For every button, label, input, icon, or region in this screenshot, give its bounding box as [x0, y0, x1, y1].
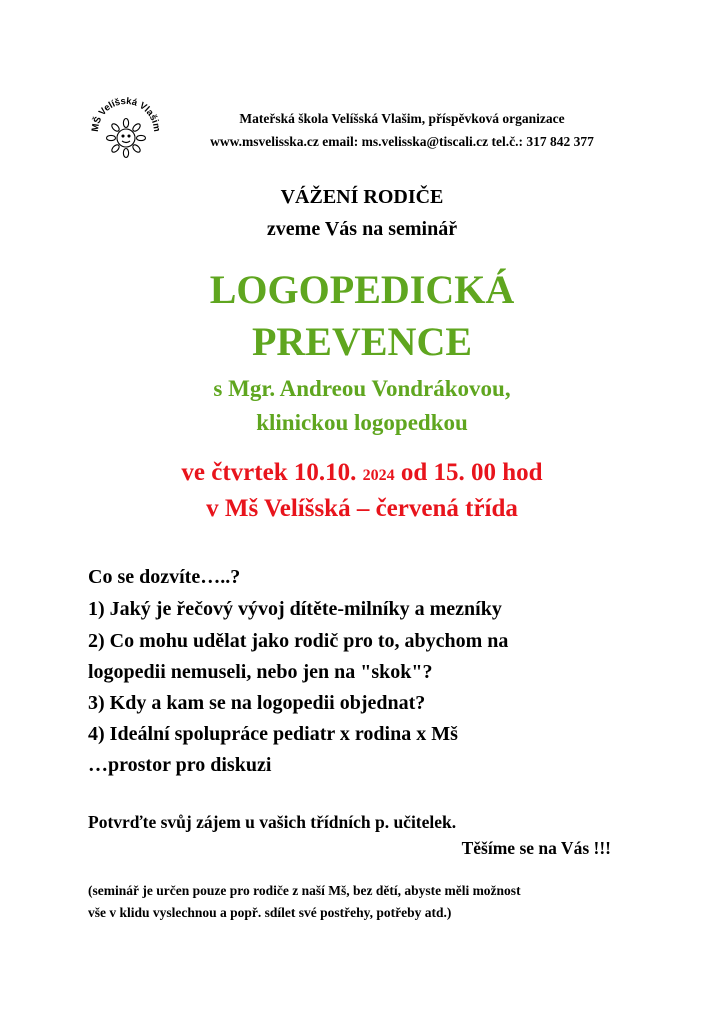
note-line-1: (seminář je určen pouze pro rodiče z naší Mš, bez dětí, abyste měli možnost	[88, 883, 521, 898]
topic-3: 3) Kdy a kam se na logopedii objednat?	[88, 692, 426, 714]
note-line-2: vše v klidu vyslechnou a popř. sdílet své postřehy, potřeby atd.)	[88, 905, 452, 920]
greeting: VÁŽENÍ RODIČE	[280, 186, 444, 208]
event-date: ve čtvrtek 10.10.	[181, 459, 357, 486]
speaker-line-2: klinickou logopedkou	[256, 410, 468, 435]
topic-discussion: …prostor pro diskuzi	[88, 754, 272, 776]
title-line-1: LOGOPEDICKÁ	[209, 267, 515, 312]
speaker-line-1: s Mgr. Andreou Vondrákovou,	[213, 376, 511, 401]
header-contacts: www.msvelisska.cz email: ms.velisska@tiscali.cz tel.č.: 317 842 377	[210, 134, 594, 149]
topics-heading: Co se dozvíte…..?	[88, 566, 241, 588]
event-place: v Mš Velíšská – červená třída	[206, 495, 518, 522]
header-organization: Mateřská škola Velíšská Vlašim, příspěvková organizace	[239, 111, 565, 126]
event-year: 2024	[362, 467, 395, 484]
invite-text: zveme Vás na seminář	[266, 218, 458, 240]
confirm-text: Potvrďte svůj zájem u vašich třídních p. učitelek.	[88, 812, 457, 832]
topic-2-continued: logopedii nemuseli, nebo jen na "skok"?	[88, 661, 433, 683]
topic-2: 2) Co mohu udělat jako rodič pro to, abychom na	[88, 630, 509, 652]
logo-text: MŠ Velíšská Vlašim	[89, 95, 163, 133]
closing-text: Těšíme se na Vás !!!	[461, 838, 611, 858]
topic-1: 1) Jaký je řečový vývoj dítěte-milníky a mezníky	[88, 598, 502, 620]
title-line-2: PREVENCE	[251, 319, 473, 364]
topic-4: 4) Ideální spolupráce pediatr x rodina x Mš	[88, 723, 458, 745]
event-time: od 15. 00 hod	[400, 459, 543, 486]
event-datetime	[0, 459, 724, 487]
